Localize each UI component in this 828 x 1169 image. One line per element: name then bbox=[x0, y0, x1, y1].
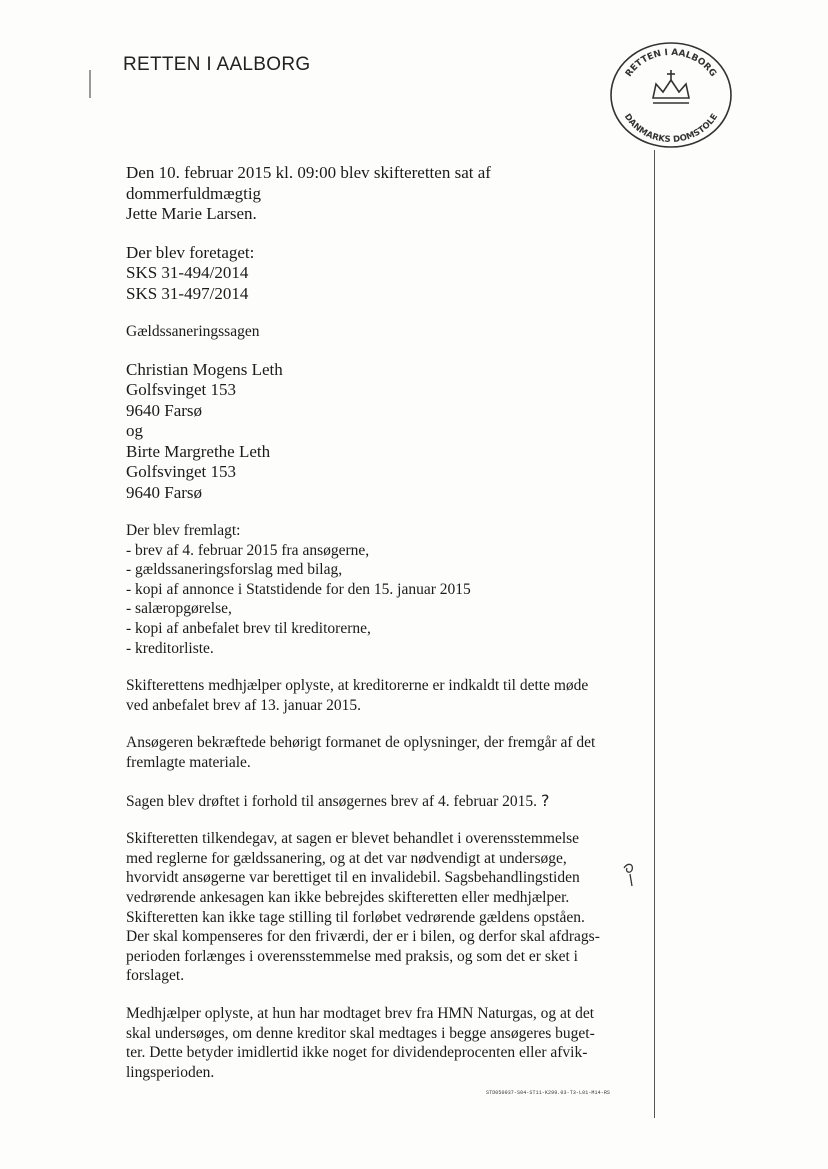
paragraph-tilkendegav: Skifteretten tilkendegav, at sagen er blevet behandlet i overensstemmelse med reglerne for gældssanering, og at det var nødvendigt at undersøge, hvorvidt ansøgerne var berettiget til en invalidebil. Sagsbehandlingstiden vedrørende ankesagen kan ikke bebrejdes skifteretten eller medhjælper. Skifteretten kan ikke tage stilling til forløbet vedrørende gældens opståen. Der skal kompenseres for den friværdi, der er i bilen, og derfor skal afdrags- perioden forlænges i overensstemmelse med praksis, og som det er sket i forslaget. bbox=[126, 830, 600, 985]
list-item: - gældssaneringsforslag med bilag, bbox=[126, 561, 343, 579]
margin-line bbox=[654, 150, 655, 1118]
paragraph-ansoeger: Ansøgeren bekræftede behørigt formanet de oplysninger, der fremgår af det fremlagte materiale. bbox=[126, 734, 596, 772]
foretaget-section: Der blev foretaget: SKS 31-494/2014 SKS 31-497/2014 bbox=[126, 242, 255, 303]
court-header: RETTEN I AALBORG bbox=[123, 54, 311, 75]
crown-icon bbox=[653, 70, 689, 103]
list-item: - kopi af annonce i Statstidende for den 15. januar 2015 bbox=[126, 580, 471, 598]
intro-paragraph: Den 10. februar 2015 kl. 09:00 blev skifteretten sat af dommerfuldmægtig Jette Marie Larsen. bbox=[126, 163, 491, 223]
handwritten-question-mark: ? bbox=[540, 790, 550, 810]
case-type: Gældssaneringssagen bbox=[126, 323, 260, 340]
document-body bbox=[126, 163, 626, 1100]
parties-block: Christian Mogens Leth Golfsvinget 153 9640 Farsø og Birte Margrethe Leth Golfsvinget 153 9640 Farsø bbox=[126, 359, 283, 502]
list-item: - salæropgørelse, bbox=[126, 600, 232, 618]
svg-text:DANMARKS DOMSTOLE: DANMARKS DOMSTOLE bbox=[621, 112, 721, 146]
svg-text:RETTEN I AALBORG: RETTEN I AALBORG bbox=[624, 47, 718, 79]
paragraph-droeftet: Sagen blev drøftet i forhold til ansøgernes brev af 4. februar 2015. ? bbox=[126, 790, 550, 810]
paragraph-medhjaelper: Skifterettens medhjælper oplyste, at kreditorerne er indkaldt til dette møde ved anbefalet brev af 13. januar 2015. bbox=[126, 677, 589, 714]
paragraph-hmn-naturgas: Medhjælper oplyste, at hun har modtaget brev fra HMN Naturgas, og at det skal undersøges, om denne kreditor skal medtages i begge ansøgeres buget- ter. Dette betyder imidlertid ikke noget for dividendeprocenten eller afvik- lingsperioden. bbox=[126, 1004, 595, 1081]
handwritten-scribble-icon bbox=[620, 860, 640, 890]
list-item: - brev af 4. februar 2015 fra ansøgerne, bbox=[126, 541, 370, 559]
document-code: STD050037-S04-ST11-K299.03-T3-L01-M14-RS bbox=[486, 1090, 611, 1096]
list-item: - kopi af anbefalet brev til kreditorerne, bbox=[126, 620, 371, 638]
punch-hole-mark bbox=[89, 70, 91, 98]
list-item: - kreditorliste. bbox=[126, 639, 214, 657]
court-seal-stamp bbox=[606, 40, 736, 150]
fremlagt-list: Der blev fremlagt: - brev af 4. februar 2015 fra ansøgerne, - gældssaneringsforslag med bilag, - kopi af annonce i Statstidende for den 15. januar 2015 - salæropgørelse, - kopi af anbefalet brev til kreditorerne, - kreditorliste. bbox=[126, 521, 626, 658]
